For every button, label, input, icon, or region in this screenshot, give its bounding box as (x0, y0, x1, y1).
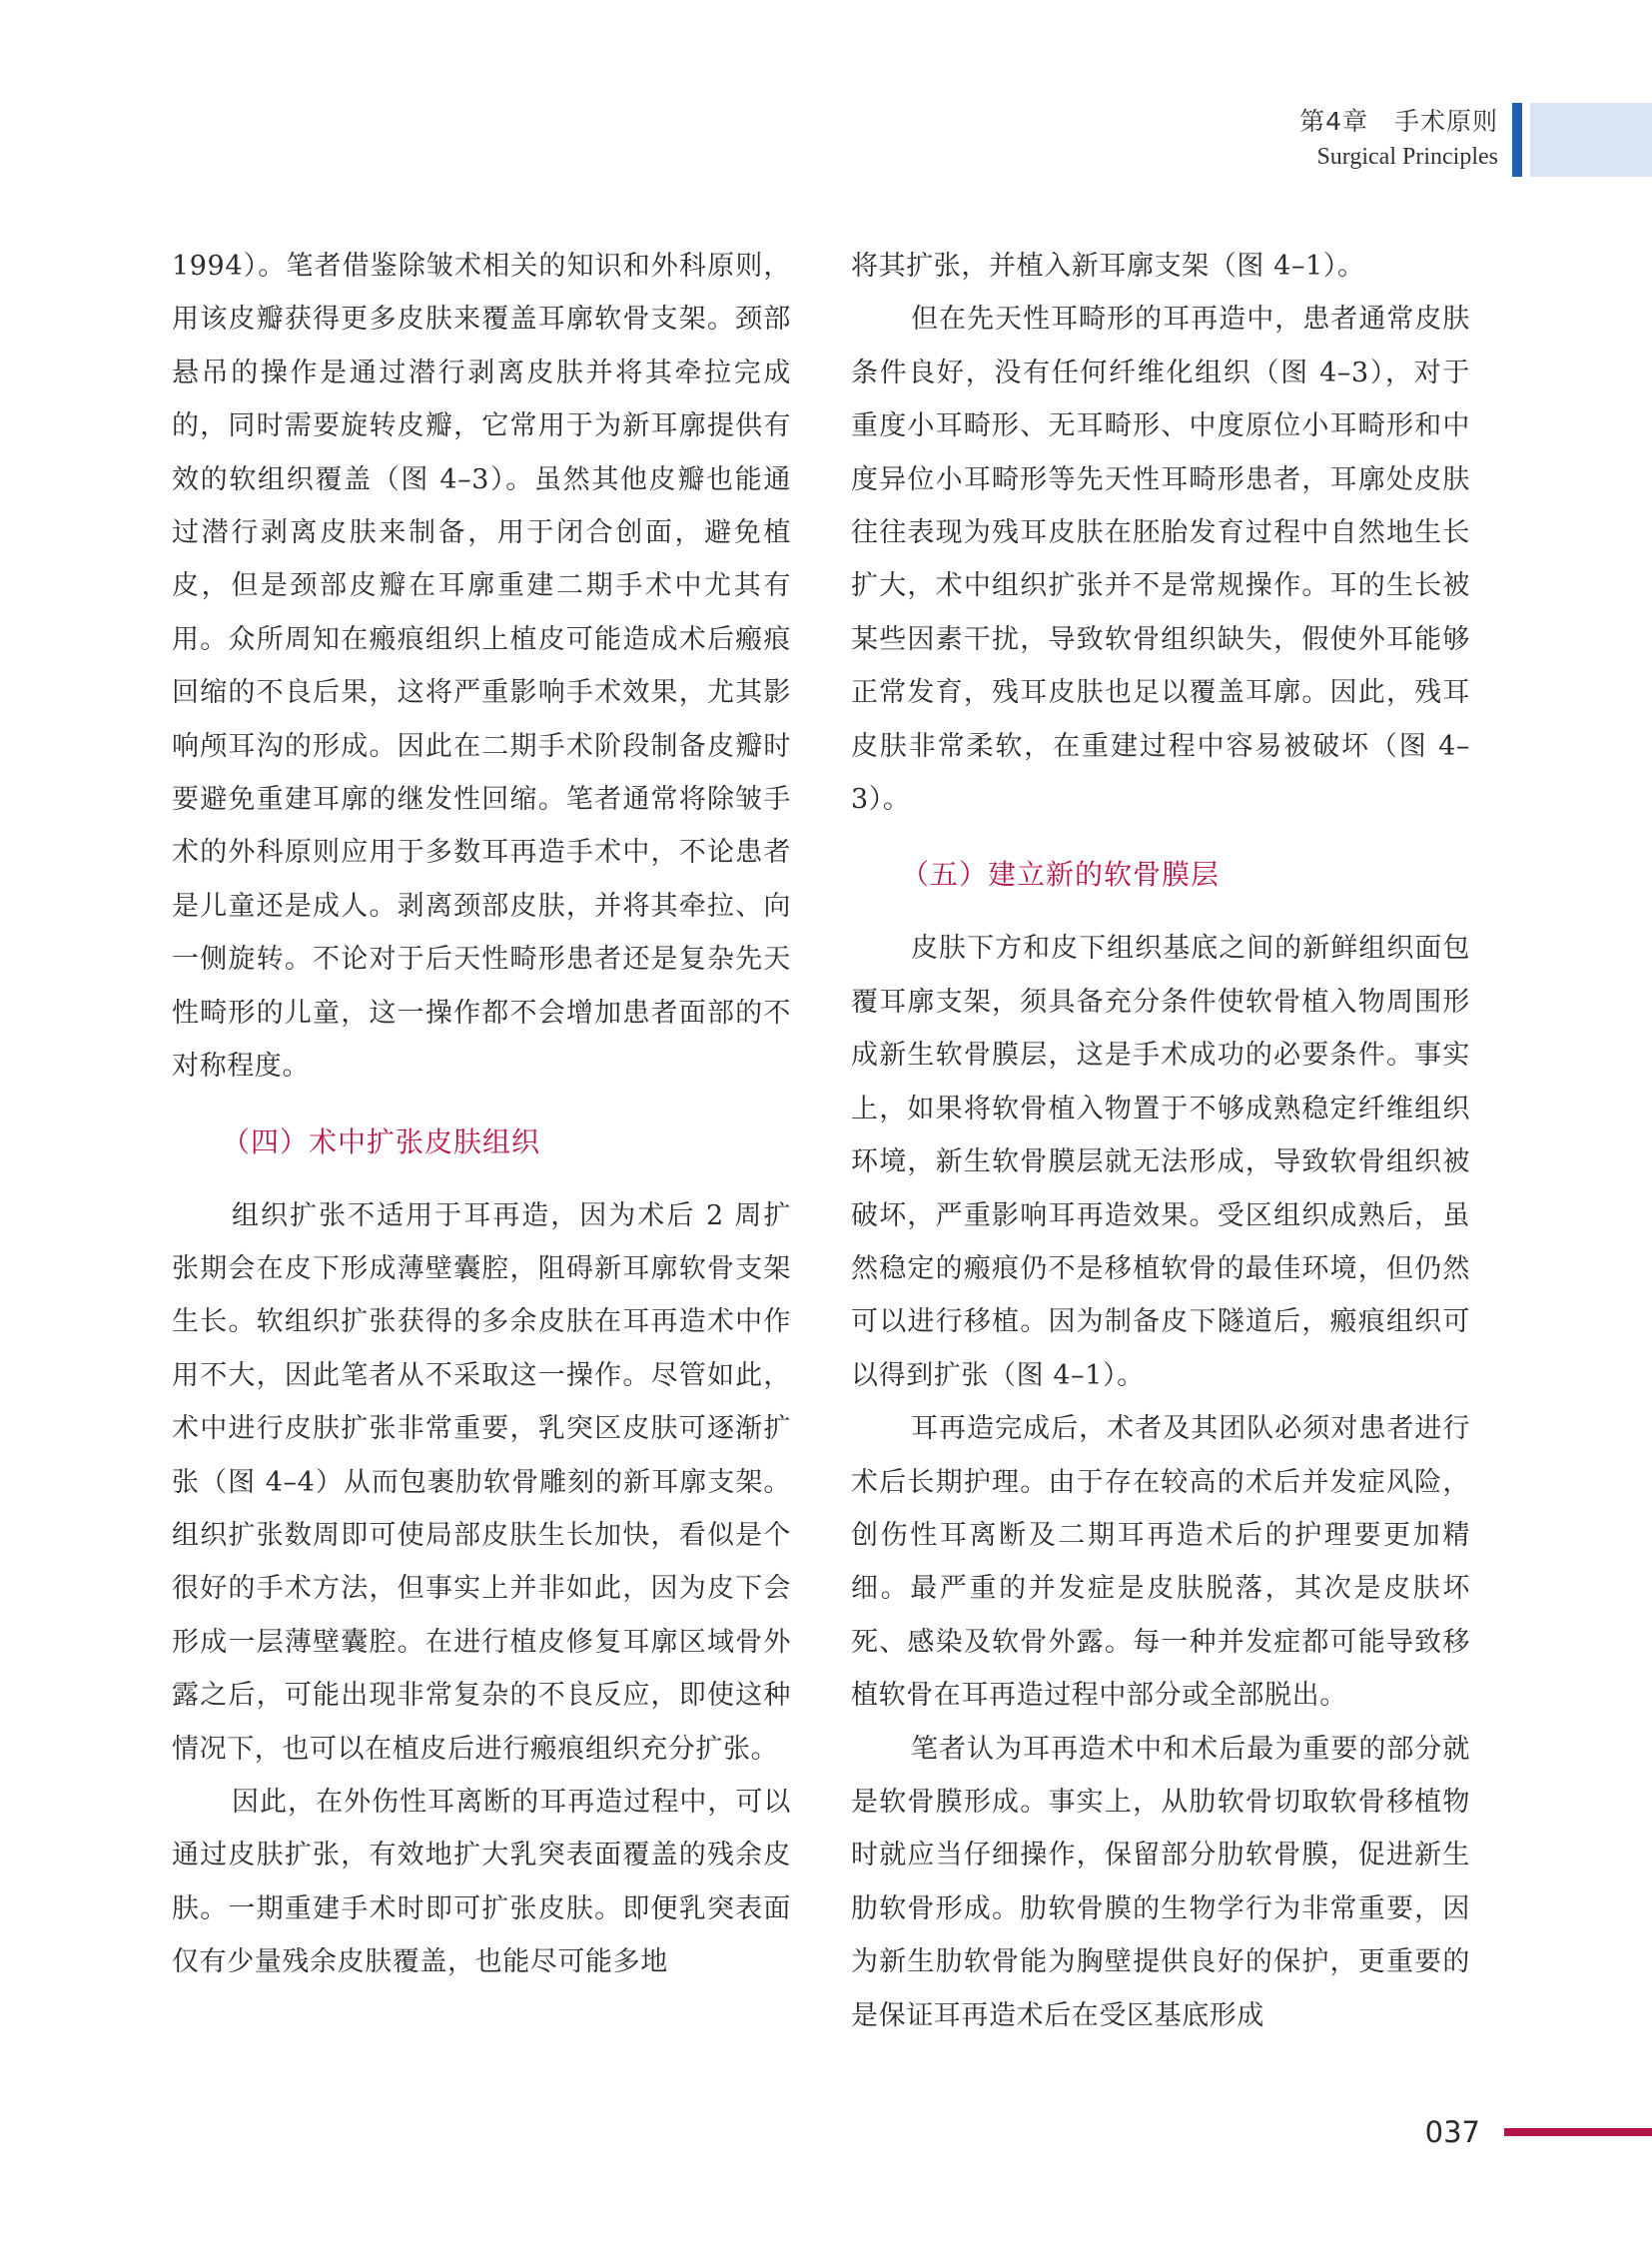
paragraph: 耳再造完成后，术者及其团队必须对患者进行术后长期护理。由于存在较高的术后并发症风险，创伤性耳离断及二期耳再造术后的护理要更加精细。最严重的并发症是皮肤脱落，其次是皮肤坏死、感染及软骨外露。每一种并发症都可能导致移植软骨在耳再造过程中部分或全部脱出。 (851, 1413, 1470, 1712)
paragraph: 组织扩张不适用于耳再造，因为术后 2 周扩张期会在皮下形成薄壁囊腔，阻碍新耳廓软骨支架生长。软组织扩张获得的多余皮肤在耳再造术中作用不大，因此笔者从不采取这一操作。尽管如此，术中进行皮肤扩张非常重要，乳突区皮肤可逐渐扩张（图 4–4）从而包裹肋软骨雕刻的新耳廓支架。组织扩张数周即可使局部皮肤生长加快，看似是个很好的手术方法，但事实上并非如此，因为皮下会形成一层薄壁囊腔。在进行植皮修复耳廓区域骨外露之后，可能出现非常复杂的不良反应，即使这种情况下，也可以在植皮后进行瘢痕组织充分扩张。 (172, 1199, 791, 1765)
footer-accent-bar (1504, 2128, 1652, 2136)
left-column (172, 240, 791, 1989)
section-heading: （四）术中扩张皮肤组织 (222, 1124, 541, 1158)
paragraph: 但在先天性耳畸形的耳再造中，患者通常皮肤条件良好，没有任何纤维化组织（图 4–3），对于重度小耳畸形、无耳畸形、中度原位小耳畸形和中度异位小耳畸形等先天性耳畸形患者，耳廓处皮肤往往表现为残耳皮肤在胚胎发育过程中自然地生长扩大，术中组织扩张并不是常规操作。耳的生长被某些因素干扰，导致软骨组织缺失，假使外耳能够正常发育，残耳皮肤也足以覆盖耳廓。因此，残耳皮肤非常柔软，在重建过程中容易被破坏（图 4–3）。 (851, 304, 1470, 816)
right-column (851, 240, 1470, 2042)
chapter-title: 第4章 手术原则 (1299, 107, 1498, 136)
paragraph: 将其扩张，并植入新耳廓支架（图 4–1）。 (851, 251, 1365, 282)
paragraph: 皮肤下方和皮下组织基底之间的新鲜组织面包覆耳廓支架，须具备充分条件使软骨植入物周围形成新生软骨膜层，这是手术成功的必要条件。事实上，如果将软骨植入物置于不够成熟稳定纤维组织环境，新生软骨膜层就无法形成，导致软骨组织被破坏，严重影响耳再造效果。受区组织成熟后，虽然稳定的瘢痕仍不是移植软骨的最佳环境，但仍然可以进行移植。因为制备皮下隧道后，瘢痕组织可以得到扩张（图 4–1）。 (851, 933, 1470, 1391)
section-heading: （五）建立新的软骨膜层 (901, 858, 1221, 892)
paragraph: 笔者认为耳再造术中和术后最为重要的部分就是软骨膜形成。事实上，从肋软骨切取软骨移植物时就应当仔细操作，保留部分肋软骨膜，促进新生肋软骨形成。肋软骨膜的生物学行为非常重要，因为新生肋软骨能为胸壁提供良好的保护，更重要的是保证耳再造术后在受区基底形成 (851, 1733, 1470, 2031)
paragraph: 因此，在外伤性耳离断的耳再造过程中，可以通过皮肤扩张，有效地扩大乳突表面覆盖的残余皮肤。一期重建手术时即可扩张皮肤。即便乳突表面仅有少量残余皮肤覆盖，也能尽可能多地 (172, 1786, 791, 1978)
header-accent-bar (1512, 103, 1522, 177)
chapter-english-title: Surgical Principles (1316, 144, 1498, 170)
paragraph: 1994）。笔者借鉴除皱术相关的知识和外科原则，用该皮瓣获得更多皮肤来覆盖耳廓软骨支架。颈部悬吊的操作是通过潜行剥离皮肤并将其牵拉完成的，同时需要旋转皮瓣，它常用于为新耳廓提供有效的软组织覆盖（图 4–3）。虽然其他皮瓣也能通过潜行剥离皮肤来制备，用于闭合创面，避免植皮，但是颈部皮瓣在耳廓重建二期手术中尤其有用。众所周知在瘢痕组织上植皮可能造成术后瘢痕回缩的不良后果，这将严重影响手术效果，尤其影响颅耳沟的形成。因此在二期手术阶段制备皮瓣时要避免重建耳廓的继发性回缩。笔者通常将除皱手术的外科原则应用于多数耳再造手术中，不论患者是儿童还是成人。剥离颈部皮肤，并将其牵拉、向一侧旋转。不论对于后天性畸形患者还是复杂先天性畸形的儿童，这一操作都不会增加患者面部的不对称程度。 (172, 251, 791, 1083)
running-header (1299, 104, 1498, 174)
page-number: 037 (1424, 2115, 1480, 2149)
header-accent-block (1530, 103, 1652, 177)
